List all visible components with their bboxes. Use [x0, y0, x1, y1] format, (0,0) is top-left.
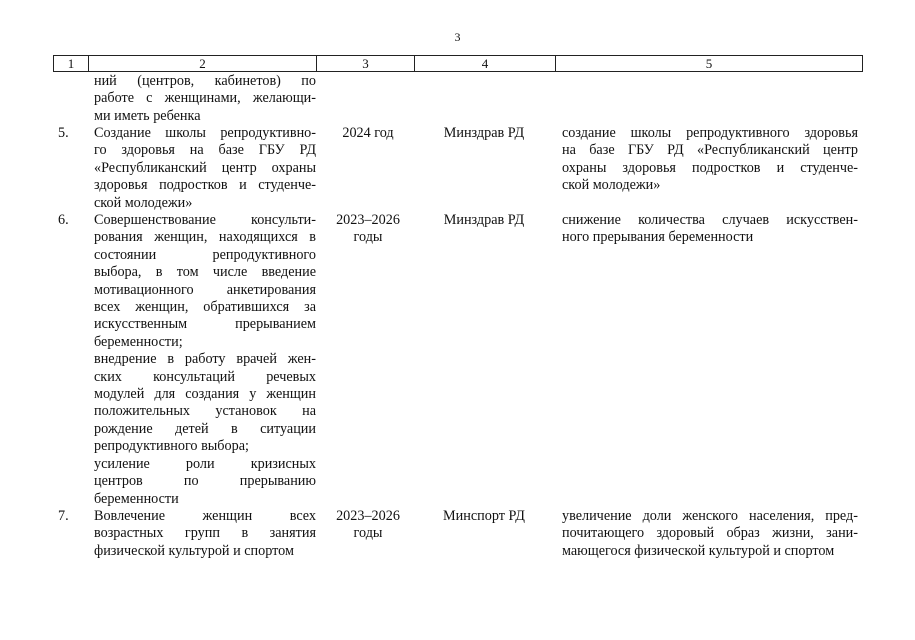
row-7-executor: Минспорт РД	[443, 508, 525, 524]
row-6-measure-line: беременности	[94, 490, 179, 507]
row-6-measure-line: положительных установок на	[94, 403, 316, 420]
row-5-result-line: охраны здоровья подростков и студенче-	[562, 159, 858, 176]
row-6-measure-line: центров по прерыванию	[94, 473, 316, 490]
row-7-number: 7.	[58, 508, 69, 524]
row-5-result-line: на базе ГБУ РД «Республиканский центр	[562, 142, 858, 159]
row-6-measure-line: модулей для создания у женщин	[94, 386, 316, 403]
page-number: 3	[454, 30, 461, 44]
row-6-measure-line: искусственным прерыванием	[94, 316, 316, 333]
row-6-measure-line: Совершенствование консульти-	[94, 212, 316, 228]
header-col-3: 3	[317, 56, 415, 72]
row-7-result-line: мающегося физической культурой и спортом	[562, 542, 835, 559]
row-5-measure-line: «Республиканский центр охраны	[94, 159, 316, 176]
row-5-number: 5.	[58, 125, 69, 141]
row-7-result	[562, 508, 858, 560]
row-6-measure-line: всех женщин, обратившихся за	[94, 299, 316, 316]
header-col-1: 1	[54, 56, 89, 72]
header-col-5: 5	[556, 56, 863, 72]
row-5-result-line: создание школы репродуктивного здоровья	[562, 125, 858, 141]
row-5-measure-line: го здоровья на базе ГБУ РД	[94, 142, 316, 159]
row-6-number: 6.	[58, 212, 69, 228]
row-5-measure	[94, 125, 316, 212]
row-6-measure-line: беременности;	[94, 333, 183, 350]
row-7-result-line: увеличение доли женского населения, пред-	[562, 508, 858, 524]
row-0-measure-line: ми иметь ребенка	[94, 107, 201, 124]
row-5-result	[562, 125, 858, 195]
row-7-measure-line: Вовлечение женщин всех	[94, 508, 316, 524]
row-6-term	[322, 212, 414, 247]
row-7-term-line: 2023–2026	[336, 508, 400, 524]
row-6-result	[562, 212, 858, 247]
row-6-term-line: 2023–2026	[336, 212, 400, 228]
row-6-measure-line: состоянии репродуктивного	[94, 246, 316, 263]
row-5-measure-line: ской молодежи»	[94, 194, 193, 211]
row-0-measure-line: ний (центров, кабинетов) по	[94, 73, 316, 89]
row-6-result-line: снижение количества случаев искусствен-	[562, 212, 858, 228]
row-6-term-line: годы	[353, 229, 383, 246]
row-6-executor: Минздрав РД	[443, 212, 525, 228]
row-6-measure-line: выбора, в том числе введение	[94, 264, 316, 281]
row-6-measure-line: рования женщин, находящихся в	[94, 229, 316, 246]
row-6-measure-line: рождение детей в ситуации	[94, 420, 316, 437]
row-6-measure-line: усиление роли кризисных	[94, 455, 316, 472]
column-number-header	[53, 55, 863, 72]
row-6-result-line: ного прерывания беременности	[562, 229, 754, 246]
row-0-measure-line: работе с женщинами, желающи-	[94, 90, 316, 107]
row-7-measure	[94, 508, 316, 560]
row-7-term	[322, 508, 414, 543]
row-5-result-line: ской молодежи»	[562, 177, 661, 194]
row-5-executor: Минздрав РД	[443, 125, 525, 141]
row-7-term-line: годы	[353, 525, 383, 542]
header-col-4: 4	[415, 56, 556, 72]
row-7-measure-line: возрастных групп в занятия	[94, 525, 316, 542]
row-6-measure-line: внедрение в работу врачей жен-	[94, 351, 316, 368]
row-5-measure-line: Создание школы репродуктивно-	[94, 125, 316, 141]
row-7-result-line: почитающего здоровый образ жизни, зани-	[562, 525, 858, 542]
row-6-measure-line: ских консультаций речевых	[94, 368, 316, 385]
row-6-measure-line: репродуктивного выбора;	[94, 438, 249, 455]
header-col-2: 2	[89, 56, 317, 72]
row-6-measure-line: мотивационного анкетирования	[94, 281, 316, 298]
row-0-measure	[94, 73, 316, 125]
row-5-measure-line: здоровья подростков и студенче-	[94, 177, 316, 194]
row-6-measure	[94, 212, 316, 508]
row-7-measure-line: физической культурой и спортом	[94, 542, 294, 559]
row-5-term: 2024 год	[342, 125, 394, 141]
